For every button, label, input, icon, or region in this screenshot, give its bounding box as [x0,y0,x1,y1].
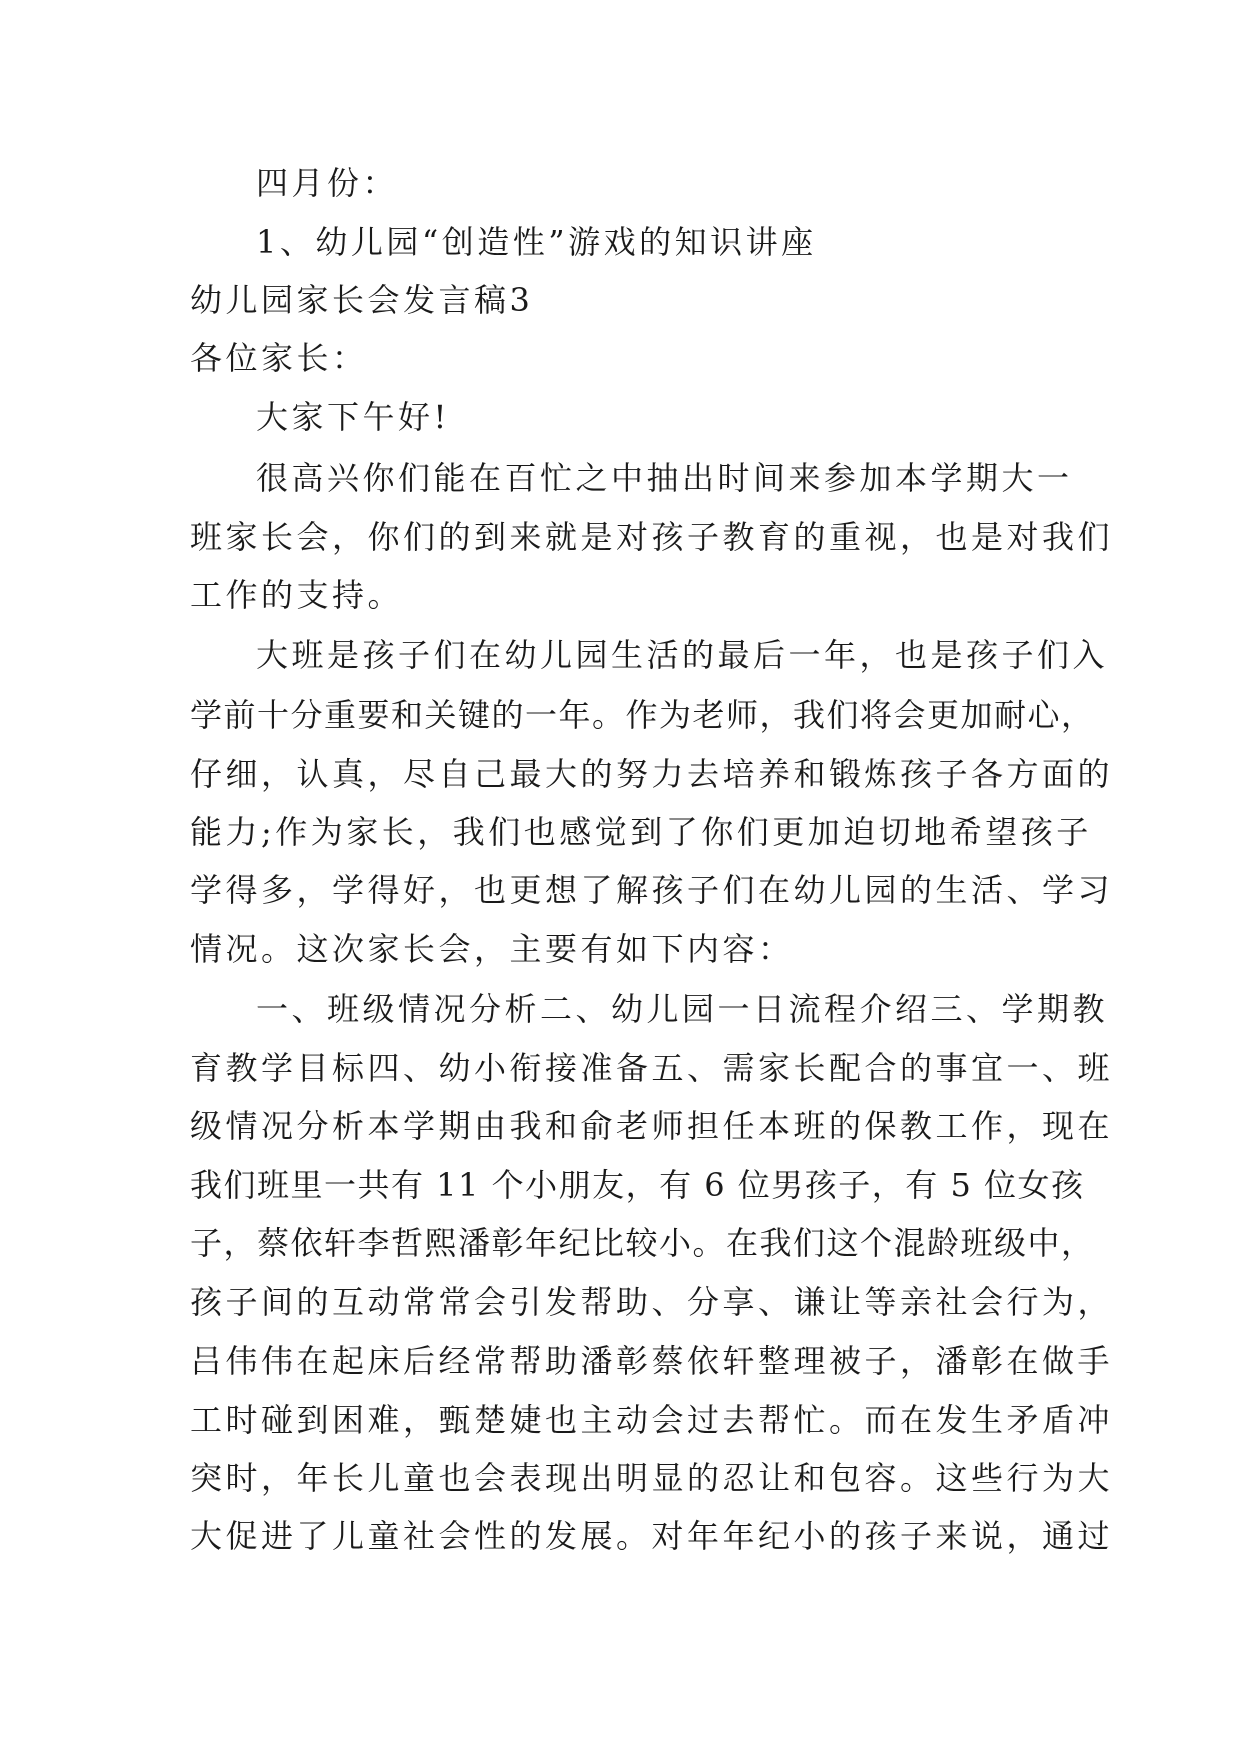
speech-title: 幼儿园家长会发言稿3 [190,281,534,319]
line-lecture-item: 1、幼儿园“创造性”游戏的知识讲座 [256,223,817,261]
line-april-heading: 四月份： [256,164,399,202]
paragraph-line: 孩子间的互动常常会引发帮助、分享、谦让等亲社会行为， [190,1283,1114,1321]
paragraph-line: 情况。这次家长会，主要有如下内容： [190,930,794,968]
paragraph-line: 级情况分析本学期由我和俞老师担任本班的保教工作，现在 [190,1107,1114,1145]
paragraph-line: 育教学目标四、幼小衔接准备五、需家长配合的事宜一、班 [190,1049,1114,1087]
paragraph-line: 学前十分重要和关键的一年。作为老师，我们将会更加耐心， [190,696,1095,734]
paragraph-line: 大促进了儿童社会性的发展。对年年纪小的孩子来说，通过 [190,1517,1114,1555]
paragraph-line: 工作的支持。 [190,576,404,614]
paragraph-line: 一、班级情况分析二、幼儿园一日流程介绍三、学期教 [256,990,1109,1028]
paragraph-line: 很高兴你们能在百忙之中抽出时间来参加本学期大一 [256,459,1073,497]
greeting: 大家下午好! [256,398,450,436]
paragraph-line: 仔细，认真，尽自己最大的努力去培养和锻炼孩子各方面的 [190,755,1114,793]
paragraph-line: 大班是孩子们在幼儿园生活的最后一年，也是孩子们入 [256,636,1109,674]
paragraph-line: 工时碰到困难，甄楚婕也主动会过去帮忙。而在发生矛盾冲 [190,1401,1114,1439]
paragraph-line: 我们班里一共有 11 个小朋友，有 6 位男孩子，有 5 位女孩 [190,1166,1085,1204]
paragraph-line: 突时，年长儿童也会表现出明显的忍让和包容。这些行为大 [190,1459,1114,1497]
paragraph-line: 学得多，学得好，也更想了解孩子们在幼儿园的生活、学习 [190,871,1114,909]
paragraph-line: 子，蔡依轩李哲熙潘彰年纪比较小。在我们这个混龄班级中， [190,1224,1095,1262]
salutation: 各位家长： [190,339,368,377]
paragraph-line: 吕伟伟在起床后经常帮助潘彰蔡依轩整理被子，潘彰在做手 [190,1342,1114,1380]
paragraph-line: 能力;作为家长，我们也感觉到了你们更加迫切地希望孩子 [190,813,1092,851]
paragraph-line: 班家长会，你们的到来就是对孩子教育的重视，也是对我们 [190,518,1114,556]
